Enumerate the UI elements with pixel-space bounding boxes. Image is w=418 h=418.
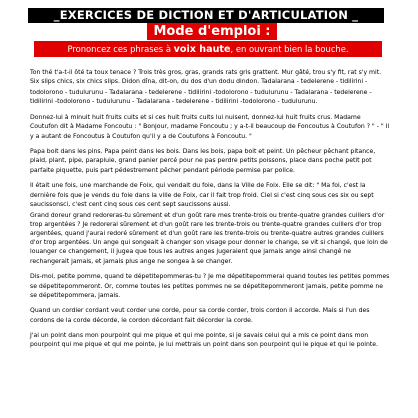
- paragraph-6: Grand doreur grand redoreras-tu sûrement et d'un goût rare mes trente-trois ou trente-quatre grandes cuillers d'or trop argentées ? Je redorerai sûrement et d'un goût rare les trente-trois ou trente-quatre grandes cuillers d'or trop argentées, quand j'aurai redoré sûrement et d'un goût rare les trente-trois ou trente-quatre autres grandes cuillers d'or trop argentées. Un ange qui songeait à changer son visage pour donner le change, se vit si changé, que loin de louanger ce changement, il jugea que tous les autres anges jugeraient que jamais ange ainsi changé ne rechangerait jamais, et jamais plus ange ne songea à se changer.: [30, 211, 388, 265]
- instruction-emphasis: voix haute: [173, 44, 231, 55]
- instruction-text-end: , en ouvrant bien la bouche.: [230, 44, 349, 54]
- instruction-text-start: Prononcez ces phrases à: [67, 44, 174, 54]
- paragraph-7: Dis-moi, petite pomme, quand te dépetitepommeras-tu ? Je me dépetitepommerai quand toutes les petites pommes se dépetitepommeront. Or, comme toutes les petites pommes ne se dépetitepommeront jamais, petite pomme ne se dépetitepommera, jamais.: [30, 273, 390, 299]
- exercise-text: [30, 68, 390, 356]
- paragraph-8: Quand un cordier cordant veut corder une corde, pour sa corde corder, trois cordon il accorde. Mais si l'un des cordons de la corde décorde, le cordon décordant fait décorder la corde.: [30, 307, 370, 324]
- document-title: _EXERCICES DE DICTION ET D'ARTICULATION _: [28, 8, 384, 23]
- instruction-banner: [34, 41, 382, 57]
- paragraph-9: J'ai un point dans mon pourpoint qui me pique et qui me pointe, si je savais celui qui a mis ce point dans mon pourpoint qui me pique et qui me pointe, je lui mettrais un point dans son pourpoint qui le pique et qui le pointe.: [30, 332, 378, 349]
- paragraph-5: Il était une fois, une marchande de Foix, qui vendait du foie, dans la Ville de Foix. Elle se dit: " Ma foi, c'est la dernière fois que je vends du foie dans la ville de Foix, car il fait trop froid. Ciel si c'est cinq sous ces six ou sept saucissonsci, c'est cent cinq sous ces cent sept saucissons aussi.: [30, 182, 374, 208]
- paragraph-3: Donnez-lui à minuit huit fruits cuits et si ces huit fruits cuits lui nuisent, donnez-lui huit fruits crus. Madame Coutufon dit à Madame Foncoutu : " Bonjour, madame Foncoutu ; y a-t-il beaucoup de Foncoutus à Coutufon ? " - " Il y a autant de Foncoutus à Coutufon qu'il y a de Coutufons à Foncoutu. ": [30, 114, 390, 140]
- mode-emploi-label: Mode d'emploi :: [147, 23, 277, 40]
- paragraph-4: Papa boit dans les pins. Papa peint dans les bois. Dans les bois, papa boit et peint. Un pêcheur pêchant pitance, plaid, plant, pipe, parapluie, grand panier percé pour ne pas perdre petits poissons, place dans poche petit pot parfaite piquette, puis part pédestrement pêcher pendant période permise par police.: [30, 148, 376, 174]
- paragraph-1: Ton thé t'a-t-il ôté ta toux tenace ? Trois très gros, gras, grands rats gris grattent. Mur gâté, trou s'y fit, rat s'y mit. Six slips chics, six chics slips. Didon dîna, dit-on, du dos d'un dodu dindon. Tadalarana - tedelerene - tidilirini -: [30, 69, 382, 86]
- paragraph-2: todolorono - tudulurunu - Tadalarana - tedelerene - tidilirini -todolorono - tudulurunu - Tadalarana - tedelerene - tidilirini -todolorono - tudulurunu - Tadalarana - tedelerene - tidilirini -todolorono - tudulurunu.: [30, 89, 372, 106]
